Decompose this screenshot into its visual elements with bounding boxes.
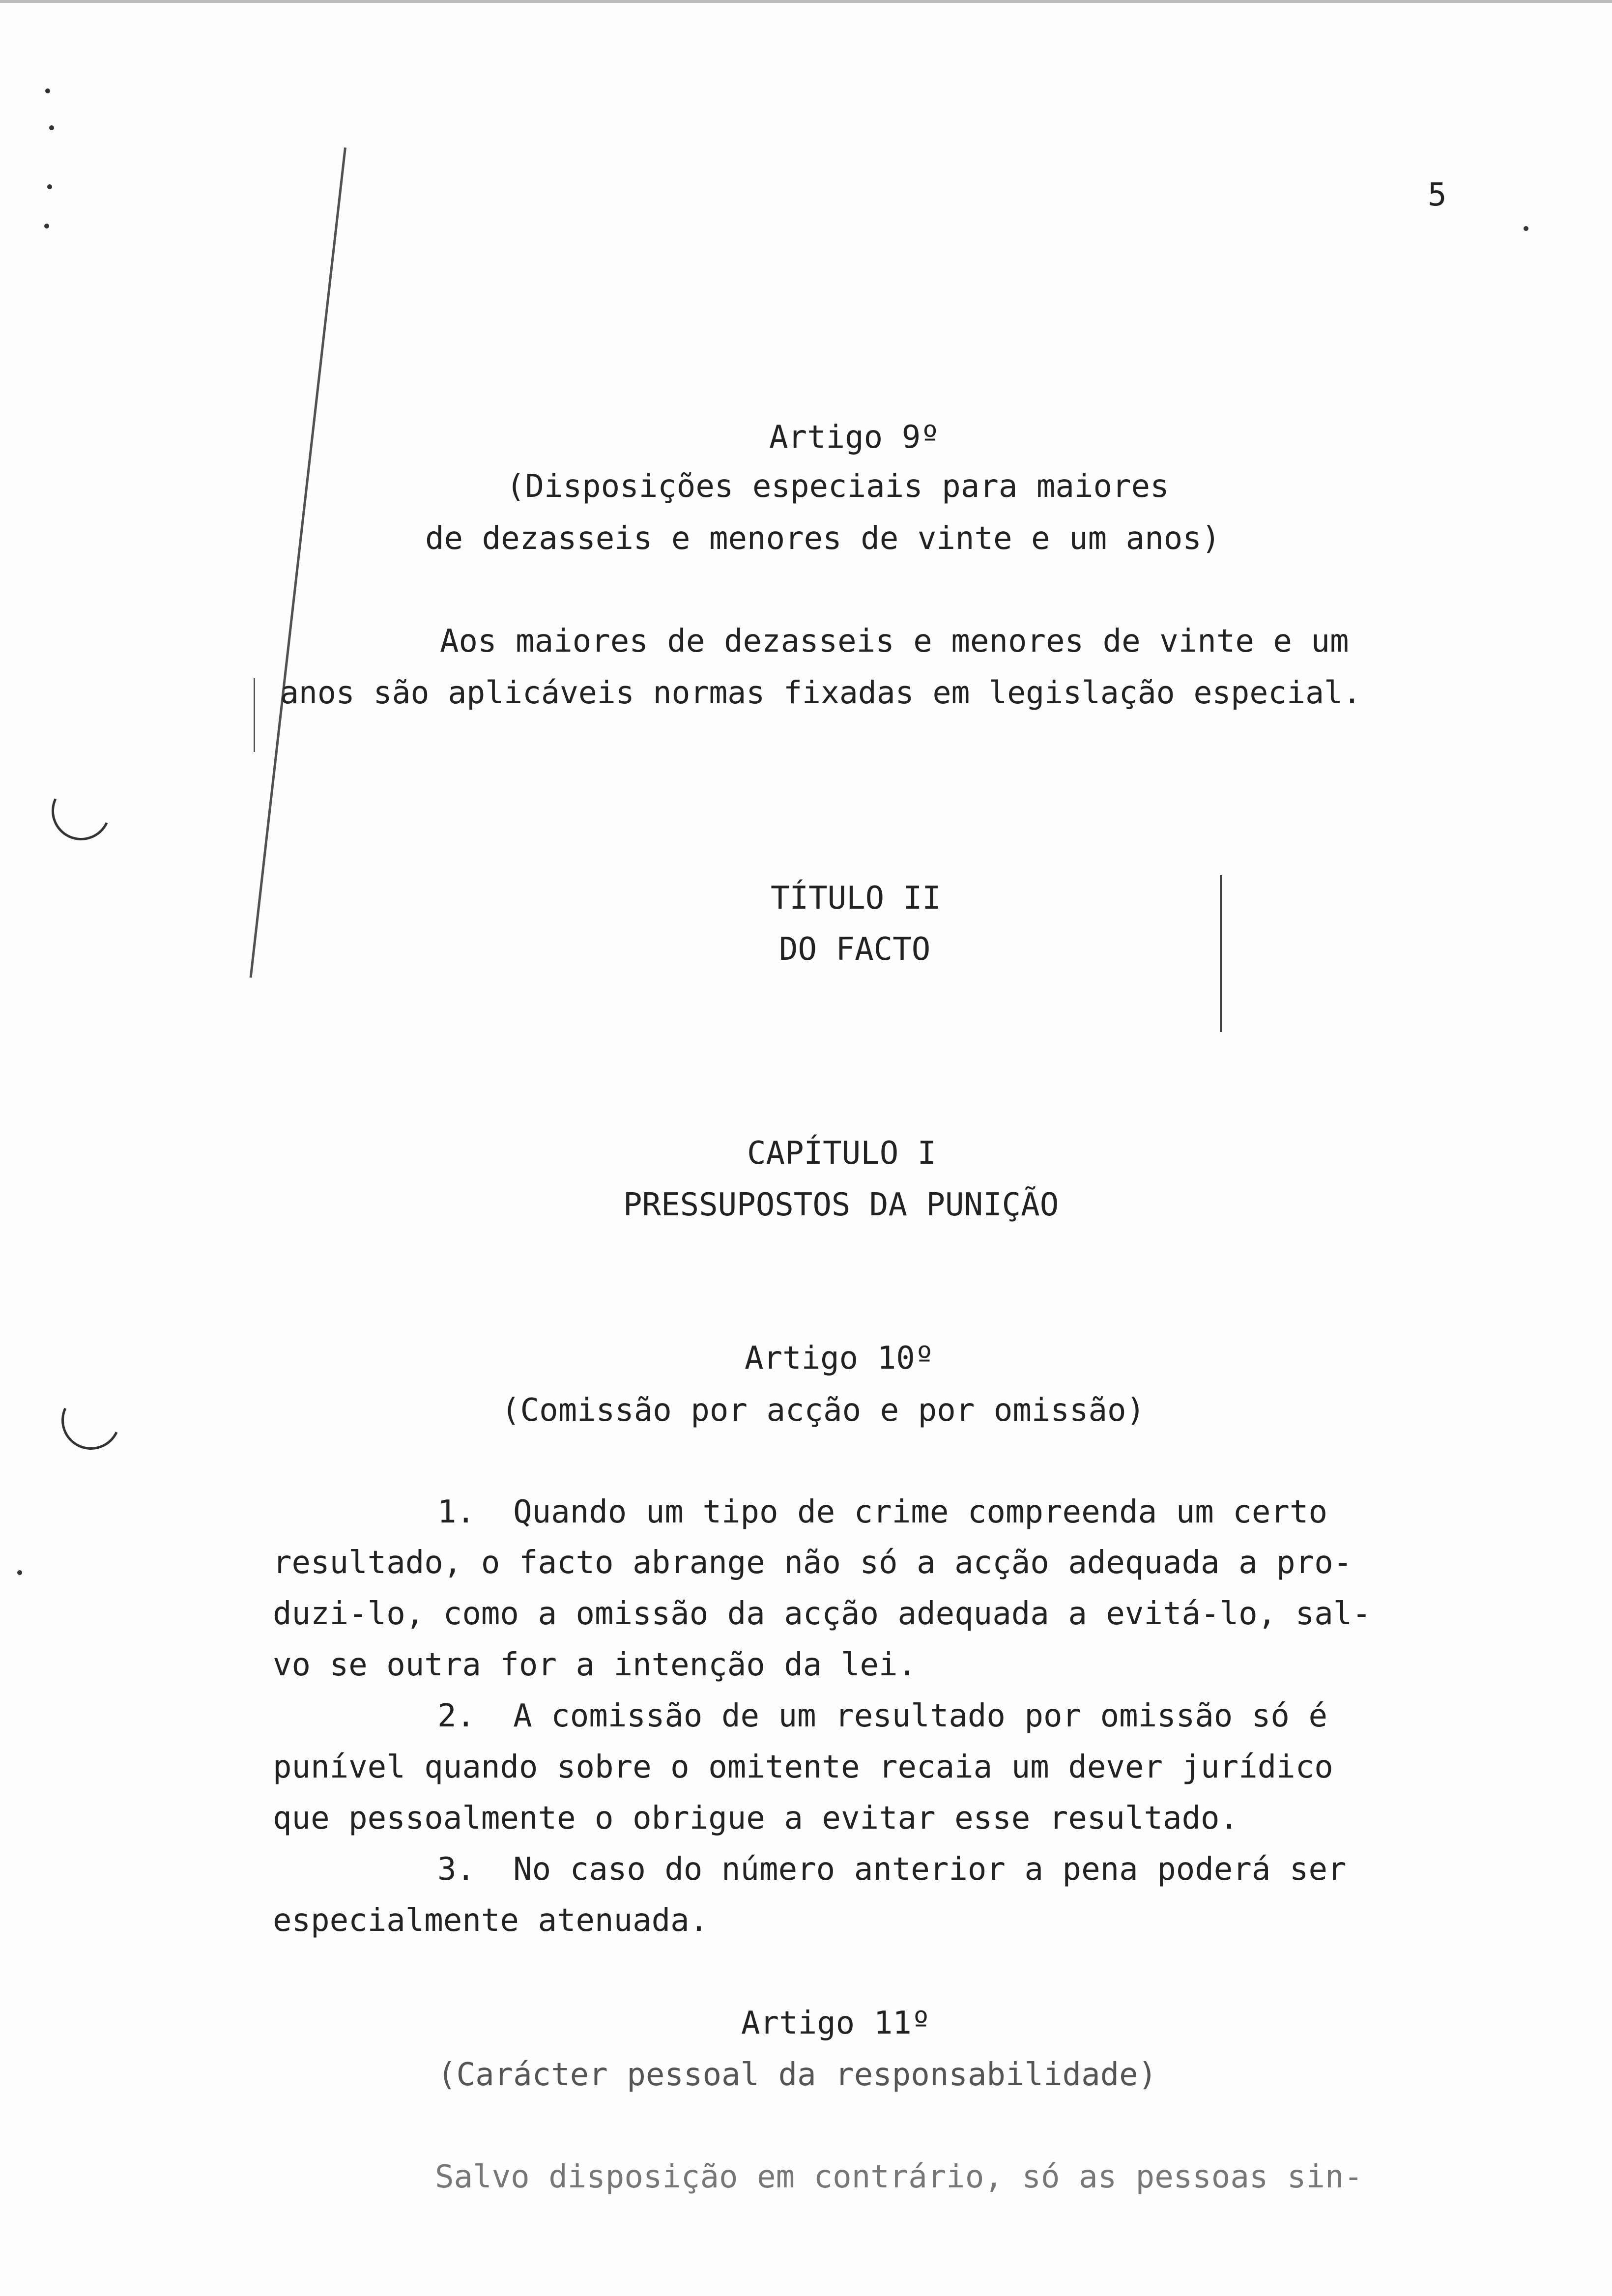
- scan-speck: [47, 184, 52, 189]
- artigo-9-heading: Artigo 9º: [769, 419, 940, 456]
- handwritten-margin-line: [250, 147, 346, 978]
- artigo-9-body-line2: anos são aplicáveis normas fixadas em legislação especial.: [280, 675, 1361, 711]
- handwritten-bracket-mark: [1220, 875, 1222, 1032]
- titulo-heading: TÍTULO II: [771, 880, 941, 917]
- scan-speck: [49, 125, 54, 130]
- artigo-11-heading: Artigo 11º: [741, 2005, 931, 2041]
- capitulo-subheading: PRESSUPOSTOS DA PUNIÇÃO: [623, 1187, 1059, 1223]
- artigo-10-paragraph-line: 3. No caso do número anterior a pena poderá ser: [437, 1851, 1347, 1888]
- scan-speck: [45, 88, 50, 93]
- artigo-9-subtitle-line1: (Disposições especiais para maiores: [506, 468, 1169, 505]
- artigo-10-paragraph-line: vo se outra for a intenção da lei.: [273, 1647, 917, 1683]
- scan-speck: [1524, 226, 1528, 231]
- artigo-10-paragraph-line: resultado, o facto abrange não só a acção adequada a pro-: [273, 1545, 1353, 1581]
- artigo-10-paragraph-line: duzi-lo, como a omissão da acção adequada a evitá-lo, sal-: [273, 1596, 1371, 1632]
- capitulo-heading: CAPÍTULO I: [747, 1135, 937, 1172]
- artigo-11-body-line1: Salvo disposição em contrário, só as pessoas sin-: [435, 2159, 1363, 2195]
- artigo-10-heading: Artigo 10º: [745, 1340, 934, 1377]
- scan-speck: [17, 1570, 22, 1575]
- titulo-subheading: DO FACTO: [779, 931, 931, 968]
- artigo-11-subtitle: (Carácter pessoal da responsabilidade): [437, 2057, 1157, 2093]
- artigo-10-paragraph-line: punível quando sobre o omitente recaia um dever jurídico: [273, 1749, 1333, 1785]
- artigo-10-paragraph-line: que pessoalmente o obrigue a evitar esse resultado.: [273, 1800, 1239, 1837]
- artigo-10-subtitle: (Comissão por acção e por omissão): [501, 1392, 1146, 1429]
- page-top-edge: [0, 0, 1612, 3]
- artigo-9-body-line1: Aos maiores de dezasseis e menores de vinte e um: [440, 623, 1349, 660]
- artigo-9-subtitle-line2: de dezasseis e menores de vinte e um anos): [425, 520, 1221, 557]
- artigo-10-paragraph-line: 2. A comissão de um resultado por omissão só é: [437, 1698, 1327, 1734]
- page-number: 5: [1428, 177, 1447, 213]
- punch-hole-icon: [43, 773, 119, 849]
- margin-mark: [254, 678, 255, 752]
- artigo-10-paragraph-line: 1. Quando um tipo de crime compreenda um certo: [437, 1494, 1327, 1530]
- artigo-10-paragraph-line: especialmente atenuada.: [273, 1902, 709, 1939]
- punch-hole-icon: [53, 1382, 129, 1458]
- scan-speck: [44, 224, 49, 229]
